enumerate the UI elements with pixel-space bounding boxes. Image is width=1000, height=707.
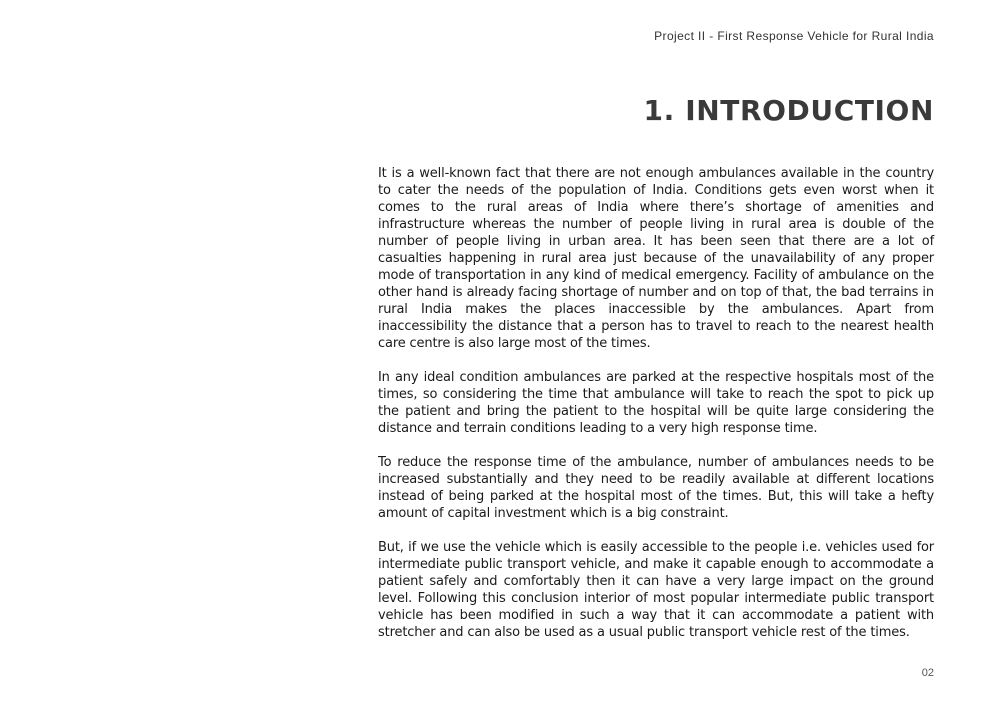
body-text xyxy=(378,165,934,658)
paragraph-2: In any ideal condition ambulances are parked at the respective hospitals most of the times, so considering the time that ambulance will take to reach the spot to pick up the patient and bring the patient to the hospital will be quite large considering the distance and terrain conditions leading to a very high response time. xyxy=(378,370,934,436)
paragraph-1: It is a well-known fact that there are not enough ambulances available in the country to cater the needs of the population of India. Conditions gets even worst when it comes to the rural areas of India where there’s shortage of amenities and infrastructure whereas the number of people living in rural area is double of the number of people living in urban area. It has been seen that there are a lot of casualties happening in rural area just because of the unavailability of any proper mode of transportation in any kind of medical emergency. Facility of ambulance on the other hand is already facing shortage of number and on top of that, the bad terrains in rural India makes the places inaccessible by the ambulances. Apart from inaccessibility the distance that a person has to travel to reach to the nearest health care centre is also large most of the times. xyxy=(378,166,934,351)
paragraph-3: To reduce the response time of the ambulance, number of ambulances needs to be increased substantially and they need to be readily available at different locations instead of being parked at the hospital most of the times. But, this will take a hefty amount of capital investment which is a big constraint. xyxy=(378,455,934,521)
running-header: Project II - First Response Vehicle for Rural India xyxy=(654,29,934,43)
paragraph-4: But, if we use the vehicle which is easily accessible to the people i.e. vehicles used for intermediate public transport vehicle, and make it capable enough to accommodate a patient safely and comfortably then it can have a very large impact on the ground level. Following this conclusion interior of most popular intermediate public transport vehicle has been modified in such a way that it can accommodate a patient with stretcher and can also be used as a usual public transport vehicle rest of the times. xyxy=(378,540,934,640)
chapter-title: 1. INTRODUCTION xyxy=(643,94,934,127)
page-number: 02 xyxy=(921,667,934,679)
